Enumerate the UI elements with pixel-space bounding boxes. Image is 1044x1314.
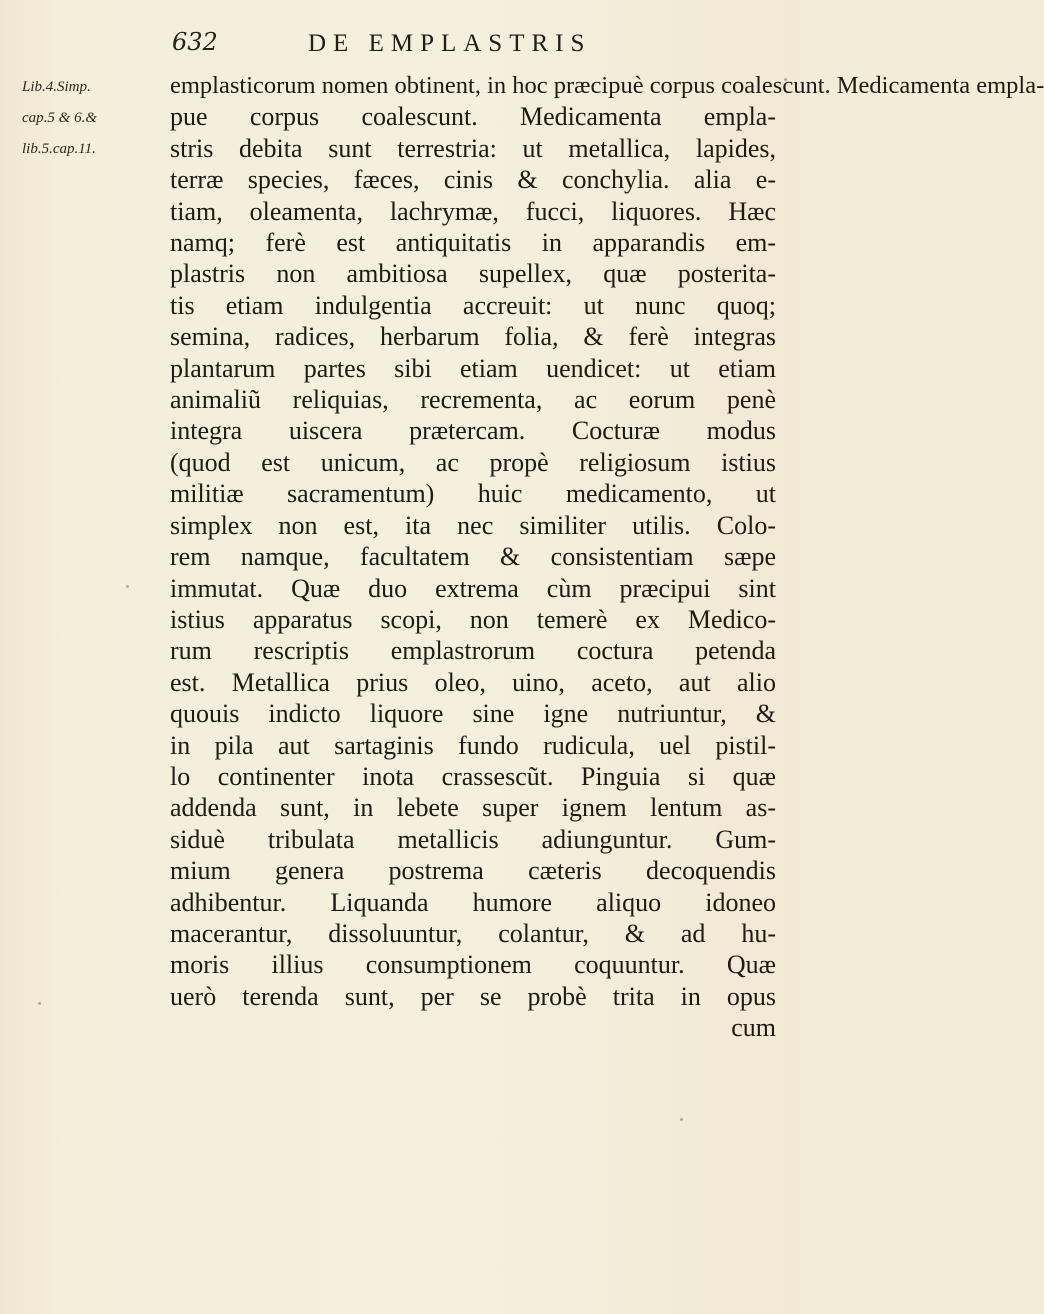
text-line: quouis indicto liquore sine igne nutriuntur, & [170, 699, 776, 729]
text-line: militiæ sacramentum) huic medicamento, ut [170, 479, 776, 509]
text-line: istius apparatus scopi, non temerè ex Medico- [170, 604, 776, 634]
marginal-notes [22, 72, 162, 165]
running-title: DE EMPLASTRIS [308, 30, 592, 57]
text-line: immutat. Quæ duo extrema cùm præcipui sint [170, 573, 776, 603]
text-line: tiam, oleamenta, lachrymæ, fucci, liquores. Hæc [170, 196, 776, 226]
ink-speck [784, 78, 787, 81]
text-line: integra uiscera prætercam. Cocturæ modus [170, 416, 776, 446]
page-number: 632 [172, 28, 218, 56]
ink-speck [126, 585, 129, 588]
text-line: in pila aut sartaginis fundo rudicula, uel pistil- [170, 730, 776, 760]
text-line: animaliũ reliquias, recrementa, ac eorum penè [170, 385, 776, 415]
text-line: emplasticorum nomen obtinent, in hoc præcipuè corpus coalescunt. Medicamenta empla- [170, 72, 1044, 99]
marginal-note: lib.5.cap.11. [22, 141, 96, 157]
text-line: mium genera postrema cæteris decoquendis [170, 856, 776, 886]
text-line: (quod est unicum, ac propè religiosum istius [170, 447, 776, 477]
text-line: rem namque, facultatem & consistentiam sæpe [170, 542, 776, 572]
marginal-note: cap.5 & 6.& [22, 110, 97, 126]
text-line: moris illius consumptionem coquuntur. Quæ [170, 950, 776, 980]
text-line: semina, radices, herbarum folia, & ferè integras [170, 322, 776, 352]
ink-speck [38, 1002, 41, 1005]
ink-speck [680, 1118, 683, 1121]
text-line: plantarum partes sibi etiam uendicet: ut etiam [170, 353, 776, 383]
catchword: cum [731, 1013, 776, 1043]
marginal-note: Lib.4.Simp. [22, 79, 91, 95]
text-line: plastris non ambitiosa supellex, quæ posterita- [170, 259, 776, 289]
text-line: siduè tribulata metallicis adiunguntur. Gum- [170, 824, 776, 854]
text-line: namq; ferè est antiquitatis in apparandis em- [170, 228, 776, 258]
text-line: tis etiam indulgentia accreuit: ut nunc quoq; [170, 290, 776, 320]
text-line: est. Metallica prius oleo, uino, aceto, aut alio [170, 667, 776, 697]
running-head [170, 28, 690, 64]
text-line: terræ species, fæces, cinis & conchylia. alia e- [170, 165, 776, 195]
text-line: lo continenter inota crassescũt. Pinguia si quæ [170, 761, 776, 791]
body-text [170, 70, 1044, 1044]
text-line: simplex non est, ita nec similiter utilis. Colo- [170, 510, 776, 540]
text-line: uerò terenda sunt, per se probè trita in opus [170, 981, 776, 1011]
text-line: macerantur, dissoluuntur, colantur, & ad hu- [170, 918, 776, 948]
text-line: pue corpus coalescunt. Medicamenta empla- [170, 102, 776, 132]
text-line: stris debita sunt terrestria: ut metallica, lapides, [170, 133, 776, 163]
text-line: addenda sunt, in lebete super ignem lentum as- [170, 793, 776, 823]
text-line: rum rescriptis emplastrorum coctura petenda [170, 636, 776, 666]
text-line: adhibentur. Liquanda humore aliquo idoneo [170, 887, 776, 917]
